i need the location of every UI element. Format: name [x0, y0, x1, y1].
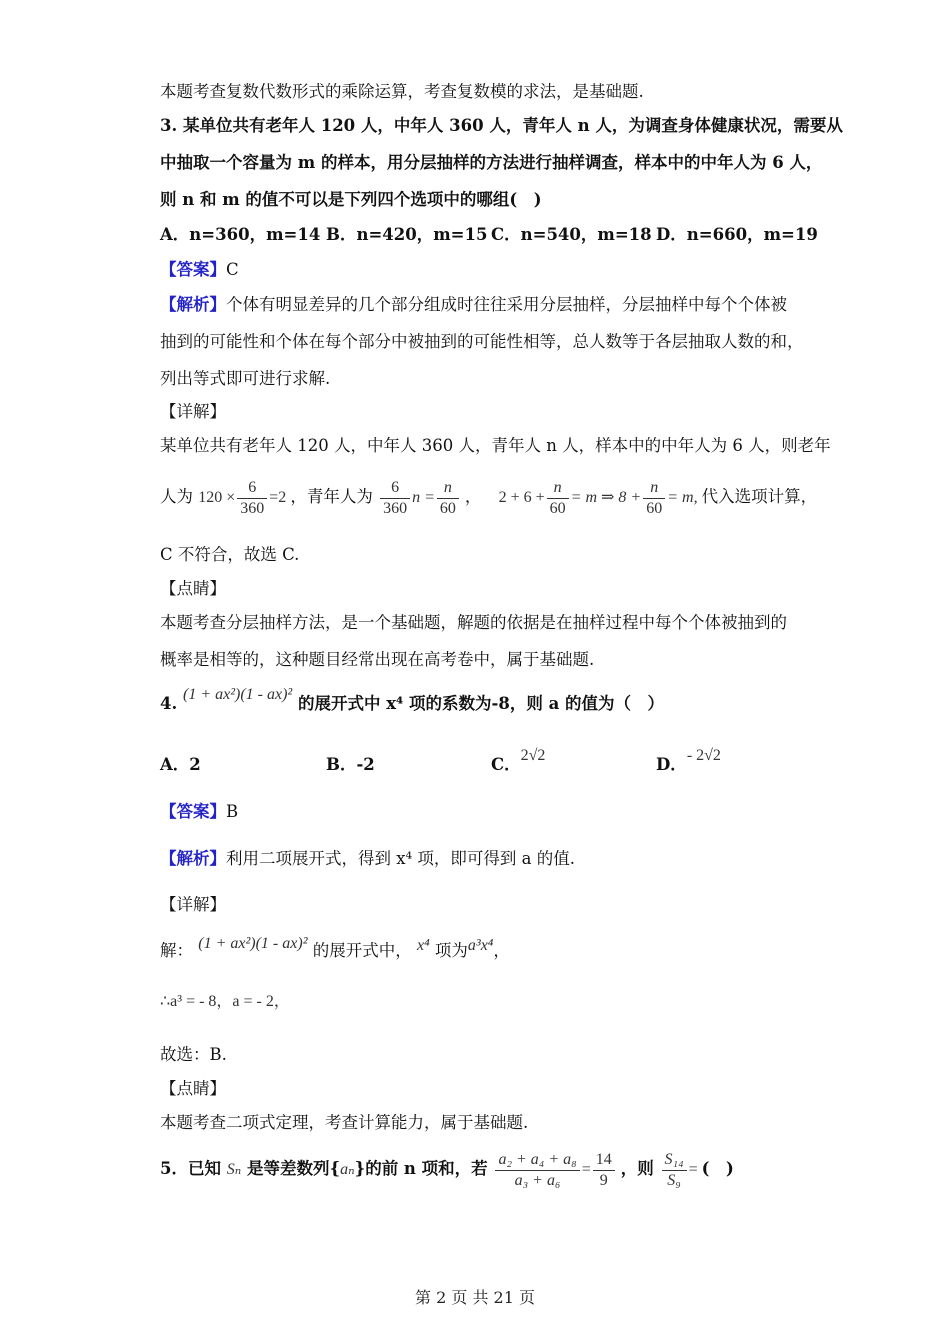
q4-comment: 本题考查二项式定理，考查计算能力，属于基础题. — [160, 1113, 529, 1132]
answer-value: B — [226, 802, 239, 821]
analysis-tag: 【解析】 — [160, 295, 226, 314]
q4-detail-line3: 故选：B. — [160, 1045, 227, 1064]
numerator: n — [547, 478, 569, 499]
q5-text: ，则 — [620, 1159, 654, 1179]
q4-stem-text: 的展开式中 x⁴ 项的系数为-8，则 a 的值为（ ） — [297, 694, 665, 713]
q5-text: 是等差数列{ — [246, 1159, 341, 1179]
formula-sum — [498, 479, 702, 517]
q4-answer — [160, 798, 238, 822]
analysis-text: 个体有明显差异的几个部分组成时往往采用分层抽样，分层抽样中每个个体被 — [226, 295, 787, 314]
q3-comment-tag: 【点睛】 — [160, 579, 226, 598]
q5-sn: Sₙ — [226, 1161, 242, 1179]
equals: = — [688, 1161, 698, 1179]
q3-detail-line3: C 不符合，故选 C. — [160, 545, 300, 564]
option-math: 2√2 — [520, 747, 546, 764]
detail-text: 代入选项计算， — [701, 487, 818, 507]
answer-tag: 【答案】 — [160, 260, 226, 279]
q4-expression: (1 + ax²)(1 - ax)² — [182, 686, 293, 703]
q5-an: aₙ — [340, 1161, 355, 1179]
q4-analysis — [160, 845, 575, 869]
option-label: D． — [656, 755, 687, 774]
q4-detail-line2: ∴a³ = - 8，a = - 2， — [160, 993, 290, 1010]
q4-detail-line1 — [160, 937, 510, 961]
q3-comment-line2: 概率是相等的，这种题目经常出现在高考卷中，属于基础题. — [160, 650, 595, 669]
q3-detail-line1: 某单位共有老年人 120 人，中年人 360 人，青年人 n 人，样本中的中年人为 6 人，则老年 — [160, 436, 831, 455]
q3-stem-line2: 中抽取一个容量为 m 的样本，用分层抽样的方法进行抽样调查，样本中的中年人为 6 人， — [160, 153, 823, 172]
numerator: 6 — [237, 478, 267, 499]
formula-part: 2 + 6 + — [498, 489, 545, 507]
analysis-tag: 【解析】 — [160, 849, 226, 868]
formula-part: 120 × — [198, 489, 236, 507]
answer-tag: 【答案】 — [160, 802, 226, 821]
denominator: 60 — [646, 500, 663, 517]
q4-detail-tag: 【详解】 — [160, 895, 226, 914]
formula-part: = m ⇒ 8 + — [570, 489, 642, 507]
q4-option-b: B．-2 — [326, 755, 375, 774]
fraction — [643, 478, 665, 519]
detail-expression: (1 + ax²)(1 - ax)² — [198, 935, 308, 952]
fraction — [237, 478, 267, 519]
numerator: a₂ + a₄ + a₈ — [495, 1150, 579, 1171]
detail-text: ，青年人为 — [290, 487, 373, 507]
q3-analysis-line3: 列出等式即可进行求解. — [160, 369, 331, 388]
q5-ratio — [493, 1151, 620, 1189]
denominator: 9 — [599, 1172, 608, 1189]
q3-stem-line3: 则 n 和 m 的值不可以是下列四个选项中的哪组( ) — [160, 190, 542, 209]
denominator: 360 — [240, 500, 265, 517]
numerator: 14 — [593, 1150, 615, 1171]
fraction — [547, 478, 569, 519]
numerator: 6 — [380, 478, 410, 499]
numerator: S₁₄ — [662, 1150, 687, 1171]
q5-stem — [160, 1150, 734, 1191]
q3-comment-line1: 本题考查分层抽样方法，是一个基础题，解题的依据是在抽样过程中每个个体被抽到的 — [160, 613, 787, 632]
q4-option-c — [491, 747, 546, 775]
detail-text: 的展开式中， — [312, 941, 412, 960]
q3-detail-line2 — [160, 478, 817, 519]
fraction — [495, 1150, 579, 1191]
equals: = — [581, 1161, 591, 1179]
denominator: 60 — [549, 500, 566, 517]
formula-young — [378, 479, 465, 517]
detail-x4: x⁴ — [416, 937, 430, 954]
analysis-text: 利用二项展开式，得到 x⁴ 项，即可得到 a 的值. — [226, 849, 575, 868]
q3-option-c: C．n=540，m=18 — [491, 225, 652, 244]
q3-analysis-line1 — [160, 291, 787, 315]
detail-text: 解： — [160, 941, 193, 960]
detail-text: ， — [464, 487, 482, 507]
option-math: - 2√2 — [686, 747, 721, 764]
fraction — [437, 478, 459, 519]
q4-option-d — [656, 747, 721, 775]
denominator: a₃ + a₆ — [514, 1172, 561, 1189]
detail-term: a³x⁴ — [467, 937, 494, 954]
detail-text: 项为 — [434, 941, 468, 960]
detail-text: ， — [493, 941, 510, 960]
q5-text: 5．已知 — [160, 1159, 221, 1179]
q4-stem — [160, 686, 665, 714]
page-footer: 第 2 页 共 21 页 — [415, 1288, 535, 1307]
denominator: S₉ — [667, 1172, 681, 1189]
q5-text: ( ) — [701, 1159, 734, 1179]
q5-s-ratio — [660, 1151, 702, 1189]
fraction — [662, 1150, 687, 1191]
denominator: 360 — [383, 500, 408, 517]
formula-part: = m, — [667, 489, 698, 507]
q3-option-d: D．n=660，m=19 — [656, 225, 818, 244]
formula-part: n = — [412, 489, 435, 507]
q4-option-a: A．2 — [160, 755, 201, 774]
fraction — [380, 478, 410, 519]
q3-analysis-line2: 抽到的可能性和个体在每个部分中被抽到的可能性相等，总人数等于各层抽取人数的和， — [160, 332, 804, 351]
formula-part: =2 — [269, 489, 287, 507]
detail-text: 人为 — [160, 487, 193, 507]
denominator: 60 — [439, 500, 456, 517]
q3-option-b: B．n=420，m=15 — [326, 225, 488, 244]
q4-number: 4. — [160, 694, 178, 713]
q3-option-a: A．n=360，m=14 — [160, 225, 321, 244]
fraction — [593, 1150, 615, 1191]
q4-comment-tag: 【点睛】 — [160, 1079, 226, 1098]
q5-text: }的前 n 项和，若 — [354, 1159, 488, 1179]
q3-answer — [160, 256, 239, 280]
numerator: n — [437, 478, 459, 499]
option-label: C． — [491, 755, 521, 774]
answer-value: C — [226, 260, 239, 279]
numerator: n — [643, 478, 665, 499]
q3-detail-tag: 【详解】 — [160, 402, 226, 421]
q3-stem-line1: 3. 某单位共有老年人 120 人，中年人 360 人，青年人 n 人，为调查身体健康状况，需要从 — [160, 116, 843, 135]
q2-summary: 本题考查复数代数形式的乘除运算，考查复数模的求法，是基础题. — [160, 82, 644, 101]
formula-old — [198, 479, 290, 517]
